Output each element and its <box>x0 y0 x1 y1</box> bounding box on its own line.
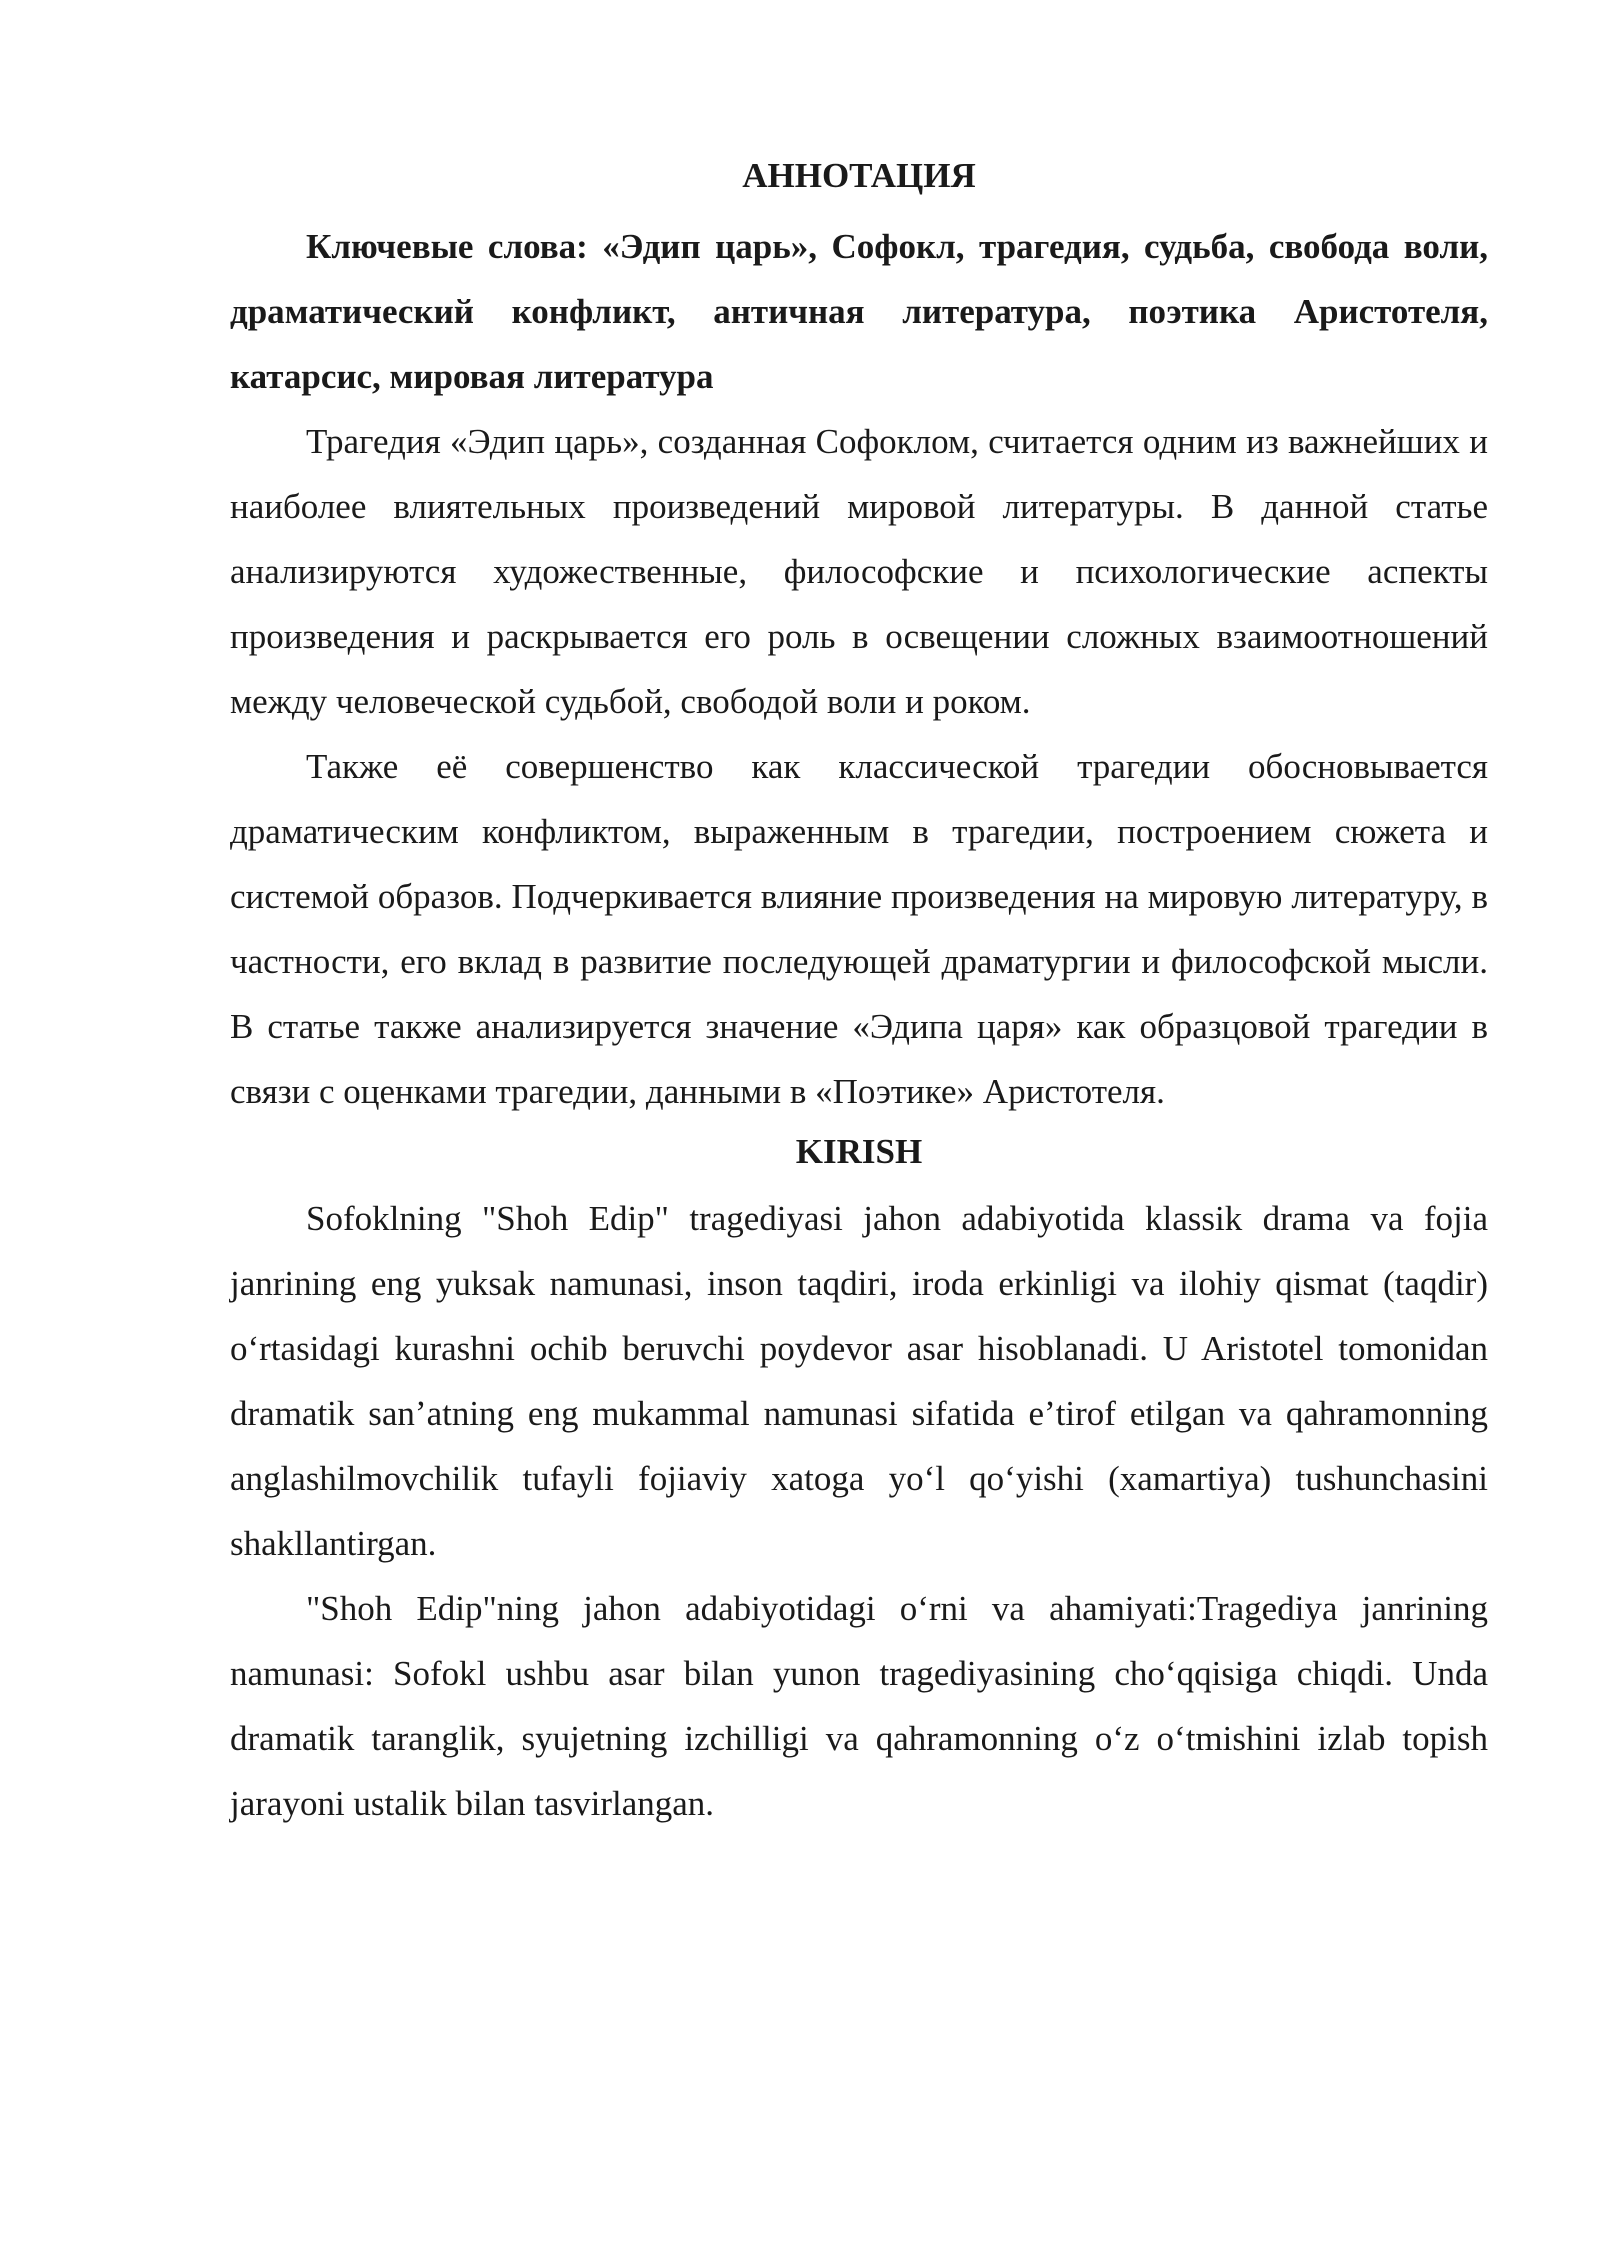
annotation-heading: АННОТАЦИЯ <box>742 156 976 195</box>
introduction-paragraph-2: "Shoh Edip"ning jahon adabiyotidagi oʻrni va ahamiyati:Tragediya janrining namunasi: Sofokl ushbu asar bilan yunon tragediyasining choʻqqisiga chiqdi. Unda dramatik taranglik, syujetning izchilligi va qahramonning oʻz oʻtmishini izlab topish jarayoni ustalik bilan tasvirlangan. <box>230 1589 1488 1823</box>
document-body <box>230 148 1488 1836</box>
introduction-heading: KIRISH <box>795 1132 923 1171</box>
annotation-paragraph-1: Трагедия «Эдип царь», созданная Софоклом, считается одним из важнейших и наиболее влиятельных произведений мировой литературы. В данной статье анализируются художественные, философские и психологические аспекты произведения и раскрывается его роль в освещении сложных взаимоотношений между человеческой судьбой, свободой воли и роком. <box>230 422 1488 721</box>
keywords-paragraph: Ключевые слова: «Эдип царь», Софокл, трагедия, судьба, свобода воли, драматический конфликт, античная литература, поэтика Аристотеля, катарсис, мировая литература <box>230 227 1488 396</box>
annotation-paragraph-2: Также её совершенство как классической трагедии обосновывается драматическим конфликтом, выраженным в трагедии, построением сюжета и системой образов. Подчеркивается влияние произведения на мировую литературу, в частности, его вклад в развитие последующей драматургии и философской мысли. В статье также анализируется значение «Эдипа царя» как образцовой трагедии в связи с оценками трагедии, данными в «Поэтике» Аристотеля. <box>230 747 1488 1111</box>
introduction-paragraph-1: Sofoklning "Shoh Edip" tragediyasi jahon adabiyotida klassik drama va fojia janrining eng yuksak namunasi, inson taqdiri, iroda erkinligi va ilohiy qismat (taqdir) oʻrtasidagi kurashni ochib beruvchi poydevor asar hisoblanadi. U Aristotel tomonidan dramatik sanʼatning eng mukammal namunasi sifatida eʼtirof etilgan va qahramonning anglashilmovchilik tufayli fojiaviy xatoga yoʻl qoʻyishi (xamartiya) tushunchasini shakllantirgan. <box>230 1199 1488 1563</box>
